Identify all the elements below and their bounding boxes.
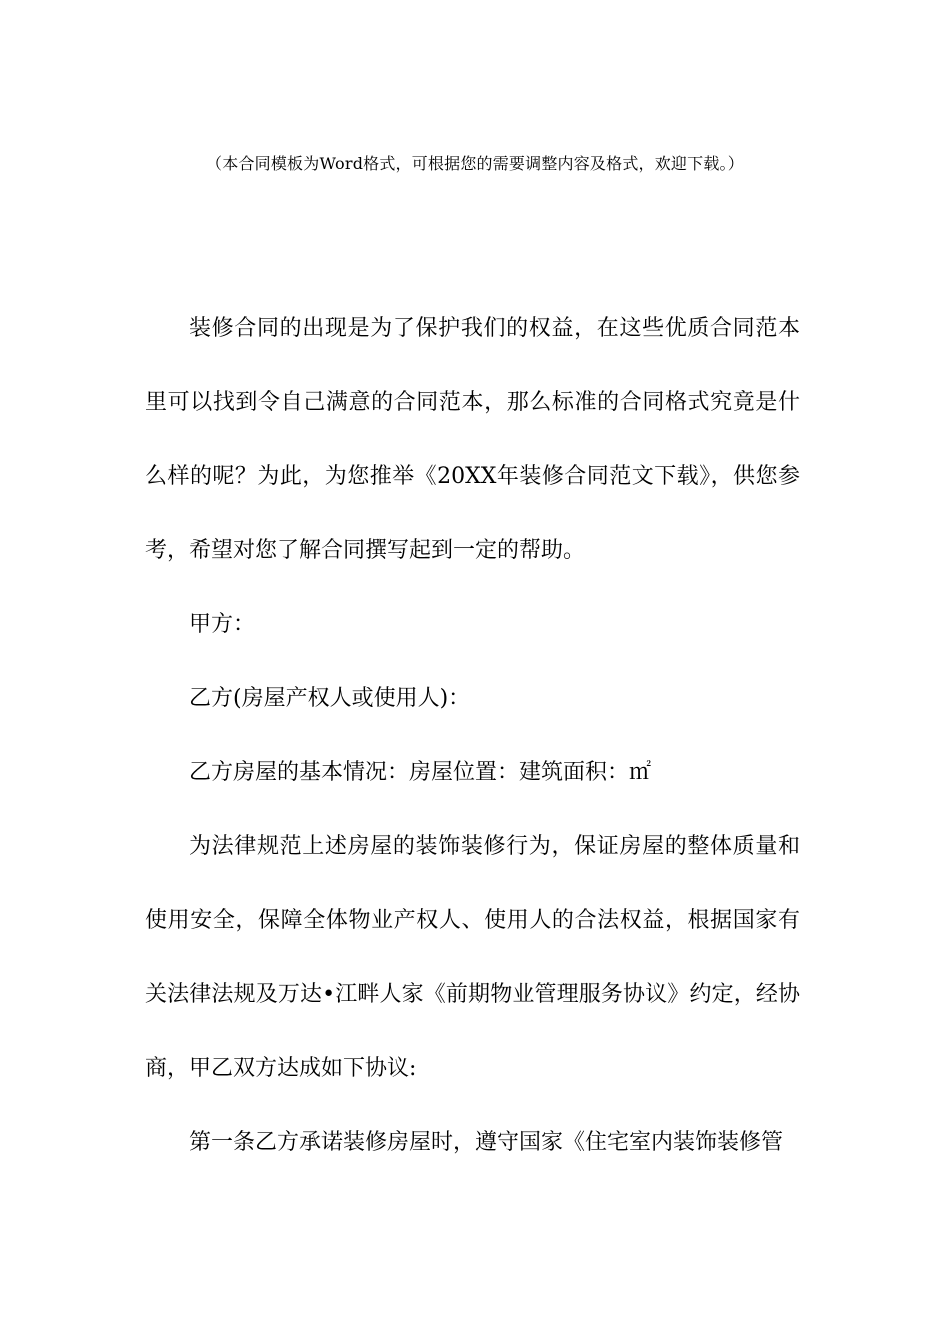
party-b-line: 乙方(房屋产权人或使用人)：: [189, 686, 471, 711]
property-info-line: 乙方房屋的基本情况：房屋位置：建筑面积：㎡: [189, 760, 652, 785]
document-body: [145, 292, 800, 1180]
template-note: （本合同模板为Word格式，可根据您的需要调整内容及格式，欢迎下载。）: [206, 154, 744, 173]
intro-paragraph: 装修合同的出现是为了保护我们的权益，在这些优质合同范本里可以找到令自己满意的合同范本，那么标准的合同格式究竟是什么样的呢？为此，为您推举《20XX年装修合同范文下载》，供您参考，希望对您了解合同撰写起到一定的帮助。: [145, 316, 800, 563]
party-a-line: 甲方：: [189, 612, 256, 637]
agreement-purpose-paragraph: 为法律规范上述房屋的装饰装修行为，保证房屋的整体质量和使用安全，保障全体物业产权人、使用人的合法权益，根据国家有关法律法规及万达•江畔人家《前期物业管理服务协议》约定，经协商，甲乙双方达成如下协议:: [145, 834, 800, 1081]
article-one-paragraph: 第一条乙方承诺装修房屋时，遵守国家《住宅室内装饰装修管: [189, 1130, 784, 1155]
